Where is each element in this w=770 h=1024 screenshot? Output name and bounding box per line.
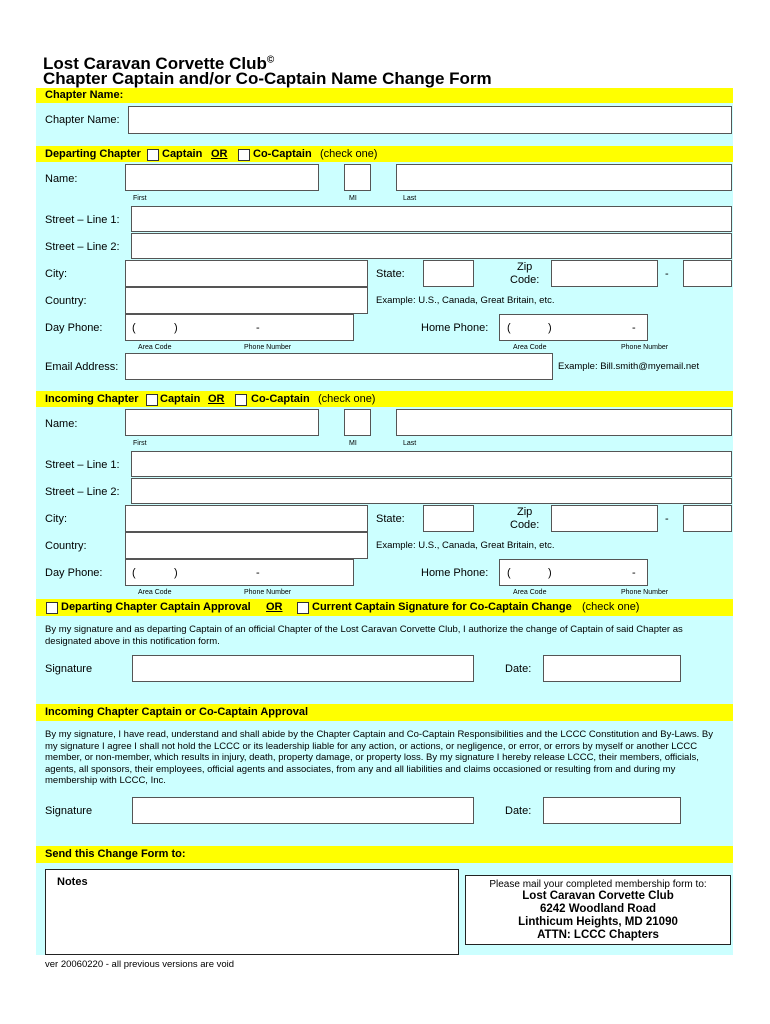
departing-city-field[interactable] — [125, 260, 368, 287]
departing-home-area-caption: Area Code — [513, 344, 547, 351]
departing-country-field[interactable] — [125, 287, 368, 314]
incoming-check-one: (check one) — [318, 393, 376, 405]
departing-home-phone-label: Home Phone: — [421, 322, 489, 334]
incoming-band — [36, 391, 733, 407]
incoming-home-phone-label: Home Phone: — [421, 567, 489, 579]
current-captain-checkbox[interactable] — [297, 602, 309, 614]
incoming-day-phone-field[interactable] — [125, 559, 354, 586]
incoming-home-paren-open: ( — [507, 567, 511, 579]
departing-date-label: Date: — [505, 663, 532, 675]
departing-band-label: Departing Chapter — [45, 148, 141, 160]
incoming-day-area-caption: Area Code — [138, 589, 172, 596]
copyright-mark: © — [266, 54, 275, 66]
incoming-day-phone-label: Day Phone: — [45, 567, 103, 579]
incoming-home-dash: - — [632, 567, 636, 579]
mail-address-line2: 6242 Woodland Road — [539, 903, 657, 915]
departing-street2-label: Street – Line 2: — [45, 241, 120, 253]
mail-address-line3: Linthicum Heights, MD 21090 — [518, 916, 678, 928]
incoming-date-label: Date: — [505, 805, 532, 817]
departing-city-label: City: — [45, 268, 67, 280]
notes-label: Notes — [57, 876, 88, 888]
incoming-city-field[interactable] — [125, 505, 368, 532]
incoming-day-dash: - — [256, 567, 260, 579]
departing-date-field[interactable] — [543, 655, 681, 682]
mail-address-line1: Lost Caravan Corvette Club — [522, 890, 674, 902]
incoming-last-name-field[interactable] — [396, 409, 732, 436]
departing-zip-field[interactable] — [551, 260, 658, 287]
incoming-country-label: Country: — [45, 540, 87, 552]
departing-home-phone-field[interactable] — [499, 314, 648, 341]
send-band-label: Send this Change Form to: — [45, 848, 186, 860]
incoming-street1-label: Street – Line 1: — [45, 459, 120, 471]
chapter-band — [36, 88, 733, 103]
departing-email-label: Email Address: — [45, 361, 119, 373]
departing-captain-checkbox[interactable] — [147, 149, 159, 161]
incoming-first-caption: First — [133, 440, 147, 447]
incoming-signature-field[interactable] — [132, 797, 474, 824]
departing-approval-or: OR — [266, 601, 283, 613]
incoming-first-name-field[interactable] — [125, 409, 319, 436]
incoming-home-area-caption: Area Code — [513, 589, 547, 596]
chapter-name-label: Chapter Name: — [45, 114, 120, 126]
incoming-cocaptain-checkbox[interactable] — [235, 394, 247, 406]
incoming-home-paren-close: ) — [548, 567, 552, 579]
version-footer: ver 20060220 - all previous versions are void — [45, 959, 235, 970]
departing-code-label: Code: — [510, 274, 540, 286]
departing-email-example: Example: Bill.smith@myemail.net — [558, 361, 700, 372]
departing-day-paren-open: ( — [132, 322, 136, 334]
mail-intro: Please mail your completed membership form to: — [489, 879, 707, 890]
departing-approval-checkbox[interactable] — [46, 602, 58, 614]
incoming-name-label: Name: — [45, 418, 78, 430]
departing-signature-field[interactable] — [132, 655, 474, 682]
departing-home-paren-open: ( — [507, 322, 511, 334]
departing-home-dash: - — [632, 322, 636, 334]
departing-email-field[interactable] — [125, 353, 553, 380]
departing-first-caption: First — [133, 195, 147, 202]
incoming-state-field[interactable] — [423, 505, 474, 532]
current-captain-label: Current Captain Signature for Co-Captain Change — [312, 601, 572, 613]
departing-state-field[interactable] — [423, 260, 474, 287]
departing-last-name-field[interactable] — [396, 164, 732, 191]
club-name: Lost Caravan Corvette Club — [43, 54, 267, 73]
departing-country-example: Example: U.S., Canada, Great Britain, etc. — [376, 295, 555, 306]
departing-check-one: (check one) — [320, 148, 378, 160]
incoming-mi-caption: MI — [349, 440, 357, 447]
incoming-street1-field[interactable] — [131, 451, 732, 477]
departing-country-label: Country: — [45, 295, 87, 307]
departing-cocaptain-label: Co-Captain — [253, 148, 312, 160]
incoming-country-field[interactable] — [125, 532, 368, 559]
departing-approval-check-one: (check one) — [582, 601, 640, 613]
departing-first-name-field[interactable] — [125, 164, 319, 191]
departing-or: OR — [211, 148, 228, 160]
chapter-name-field[interactable] — [128, 106, 732, 134]
form-subtitle: Chapter Captain and/or Co-Captain Name Change Form — [43, 69, 492, 88]
incoming-or: OR — [208, 393, 225, 405]
departing-day-dash: - — [256, 322, 260, 334]
departing-name-label: Name: — [45, 173, 78, 185]
chapter-band-label: Chapter Name: — [45, 89, 124, 101]
departing-day-number-caption: Phone Number — [244, 344, 292, 351]
incoming-code-label: Code: — [510, 519, 540, 531]
incoming-zip-label: Zip — [517, 506, 533, 518]
departing-day-area-caption: Area Code — [138, 344, 172, 351]
mail-address-line4: ATTN: LCCC Chapters — [537, 929, 659, 941]
incoming-zip4-field[interactable] — [683, 505, 732, 532]
incoming-day-paren-close: ) — [174, 567, 178, 579]
incoming-approval-label: Incoming Chapter Captain or Co-Captain Approval — [45, 706, 308, 718]
incoming-zip-field[interactable] — [551, 505, 658, 532]
departing-approval-label: Departing Chapter Captain Approval — [61, 601, 251, 613]
incoming-home-phone-field[interactable] — [499, 559, 648, 586]
incoming-band-label: Incoming Chapter — [45, 393, 139, 405]
incoming-street2-label: Street – Line 2: — [45, 486, 120, 498]
departing-mi-caption: MI — [349, 195, 357, 202]
departing-cocaptain-checkbox[interactable] — [238, 149, 250, 161]
incoming-home-number-caption: Phone Number — [621, 589, 669, 596]
departing-street1-label: Street – Line 1: — [45, 214, 120, 226]
incoming-captain-label: Captain — [160, 393, 201, 405]
incoming-day-paren-open: ( — [132, 567, 136, 579]
departing-street2-field[interactable] — [131, 233, 732, 259]
departing-day-phone-label: Day Phone: — [45, 322, 103, 334]
incoming-country-example: Example: U.S., Canada, Great Britain, etc. — [376, 540, 555, 551]
departing-captain-label: Captain — [162, 148, 203, 160]
departing-signature-label: Signature — [45, 663, 93, 675]
incoming-cocaptain-label: Co-Captain — [251, 393, 310, 405]
incoming-city-label: City: — [45, 513, 67, 525]
incoming-street2-field[interactable] — [131, 478, 732, 504]
incoming-state-label: State: — [376, 513, 405, 525]
departing-day-phone-field[interactable] — [125, 314, 354, 341]
departing-home-paren-close: ) — [548, 322, 552, 334]
departing-approval-text: By my signature and as departing Captain of an official Chapter of the Lost Caravan Corvette Club, I authorize the change of Captain of said Chapter as designated above in this notification form. — [45, 624, 683, 647]
departing-zip-label: Zip — [517, 261, 533, 273]
incoming-captain-checkbox[interactable] — [146, 394, 158, 406]
notes-field[interactable] — [45, 869, 459, 955]
departing-last-caption: Last — [403, 195, 417, 202]
departing-zip-dash: - — [665, 268, 669, 280]
incoming-zip-dash: - — [665, 513, 669, 525]
incoming-day-number-caption: Phone Number — [244, 589, 292, 596]
departing-street1-field[interactable] — [131, 206, 732, 232]
incoming-date-field[interactable] — [543, 797, 681, 824]
departing-mi-field[interactable] — [344, 164, 371, 191]
departing-home-number-caption: Phone Number — [621, 344, 669, 351]
incoming-signature-label: Signature — [45, 805, 93, 817]
incoming-approval-text: By my signature, I have read, understand and shall abide by the Chapter Captain and Co-Captain Responsibilities and the LCCC Constitution and By-Laws. By my signature I agree I shall not hold the LCCC or its leadership liable for any action, or actions, or negligence, or error, or errors by myself or another LCCC member, or non-member, which results in injury, death, property damage, or property loss. By my signature I hereby release LCCC, their members, officials, agents, all sponsors, their employees, official agents and associates, from any and all liabilities and claims occasioned or resulting from and during my membership with LCCC, Inc. — [45, 729, 714, 786]
incoming-last-caption: Last — [403, 440, 417, 447]
departing-day-paren-close: ) — [174, 322, 178, 334]
departing-zip4-field[interactable] — [683, 260, 732, 287]
incoming-mi-field[interactable] — [344, 409, 371, 436]
departing-state-label: State: — [376, 268, 405, 280]
